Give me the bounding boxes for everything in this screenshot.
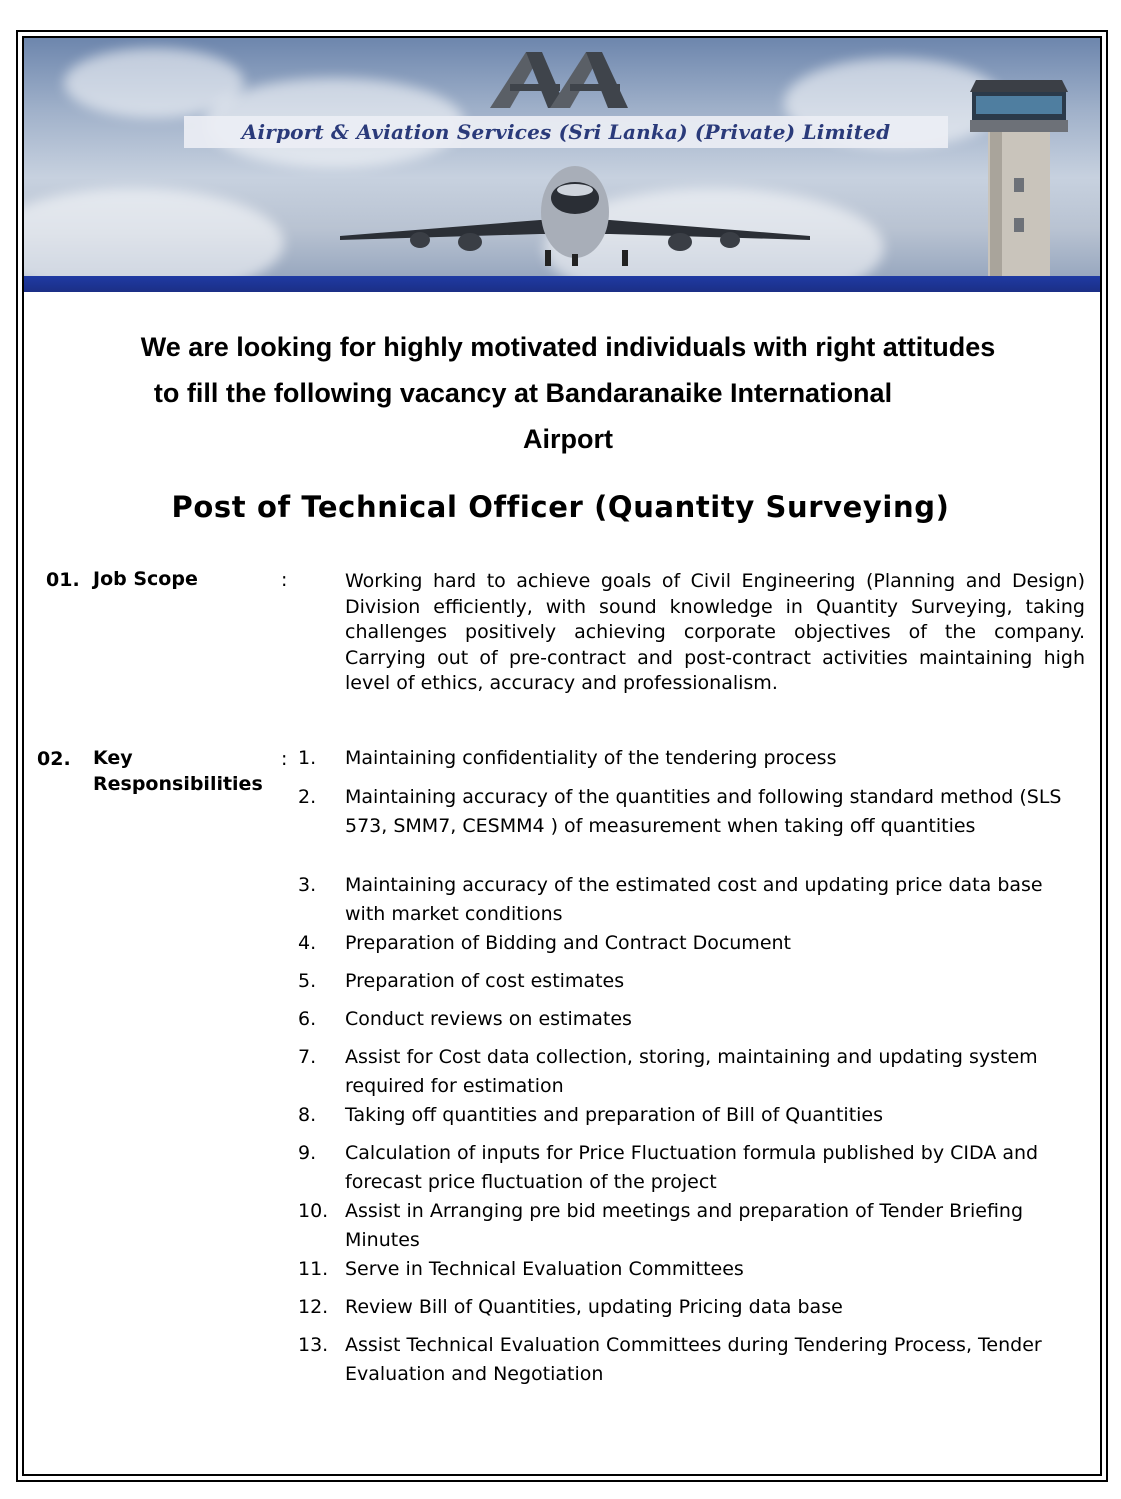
- key-responsibilities-number: 02.: [37, 748, 71, 770]
- control-tower-icon: [964, 68, 1074, 278]
- item-number: 1.: [298, 747, 317, 769]
- item-number: 4.: [298, 932, 317, 954]
- job-scope-label: Job Scope: [93, 568, 198, 590]
- item-number: 3.: [298, 874, 317, 896]
- item-text: Serve in Technical Evaluation Committees: [345, 1258, 744, 1280]
- airplane-icon: [340, 154, 810, 274]
- item-number: 9.: [298, 1142, 317, 1164]
- item-text: Assist Technical Evaluation Committees during Tendering Process, Tender Evaluation and Negotiation: [345, 1334, 1042, 1385]
- item-number: 6.: [298, 1008, 317, 1030]
- item-text: Taking off quantities and preparation of Bill of Quantities: [345, 1104, 884, 1126]
- aa-logo-icon: [480, 44, 640, 116]
- headline-line-3: Airport: [523, 424, 613, 454]
- item-text: Assist in Arranging pre bid meetings and preparation of Tender Briefing Minutes: [345, 1200, 1024, 1251]
- item-text: Preparation of Bidding and Contract Document: [345, 932, 791, 954]
- key-responsibilities-label-line2: Responsibilities: [93, 773, 263, 795]
- header-banner: [24, 38, 1100, 292]
- item-text: Assist for Cost data collection, storing, maintaining and updating system required for estimation: [345, 1046, 1038, 1097]
- post-title: Post of Technical Officer (Quantity Surveying): [171, 490, 950, 524]
- item-text: Calculation of inputs for Price Fluctuation formula published by CIDA and forecast price fluctuation of the project: [345, 1142, 1039, 1193]
- item-text: Preparation of cost estimates: [345, 970, 625, 992]
- headline-line-1: We are looking for highly motivated individuals with right attitudes: [140, 332, 996, 362]
- item-number: 8.: [298, 1104, 317, 1126]
- item-number: 2.: [298, 786, 317, 808]
- item-number: 7.: [298, 1046, 317, 1068]
- job-scope-number: 01.: [46, 569, 80, 591]
- item-number: 12.: [298, 1296, 329, 1318]
- headline: [60, 324, 1076, 462]
- key-responsibilities-colon: :: [281, 748, 288, 770]
- company-name: Airport & Aviation Services (Sri Lanka) (Private) Limited: [241, 120, 891, 144]
- item-text: Conduct reviews on estimates: [345, 1008, 632, 1030]
- headline-line-2: to fill the following vacancy at Bandaranaike International: [153, 378, 893, 408]
- job-scope-text: Working hard to achieve goals of Civil Engineering (Planning and Design) Division efficiently, with sound knowledge in Quantity Surveying, taking challenges positively achieving corporate objectives of the company. Carrying out of pre-contract and post-contract activities maintaining high level of ethics, accuracy and professionalism.: [345, 570, 1085, 694]
- key-responsibilities-label-line1: Key: [93, 747, 133, 769]
- item-text: Maintaining confidentiality of the tendering process: [345, 747, 837, 769]
- item-text: Maintaining accuracy of the estimated cost and updating price data base with market conditions: [345, 874, 1043, 925]
- item-number: 5.: [298, 970, 317, 992]
- item-number: 13.: [298, 1334, 329, 1356]
- item-number: 10.: [298, 1200, 329, 1222]
- job-scope-colon: :: [281, 569, 288, 591]
- company-name-bar: [184, 116, 948, 148]
- banner-stripe: [24, 276, 1100, 292]
- item-number: 11.: [298, 1258, 329, 1280]
- item-text: Maintaining accuracy of the quantities and following standard method (SLS 573, SMM7, CESMM4 ) of measurement when taking off quantities: [345, 786, 1062, 837]
- item-text: Review Bill of Quantities, updating Pricing data base: [345, 1296, 843, 1318]
